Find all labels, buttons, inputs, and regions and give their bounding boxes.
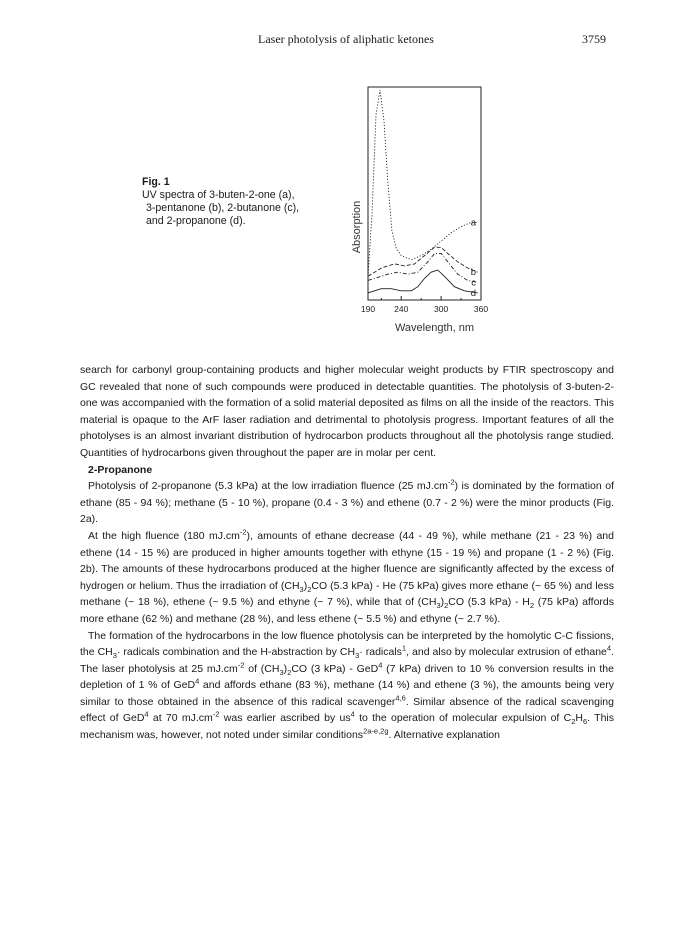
uv-spectra-chart — [330, 80, 500, 345]
series-line-c — [368, 254, 478, 283]
series-label-d: d — [470, 287, 476, 299]
caption-line-1: UV spectra of 3-buten-2-one (a), — [142, 189, 295, 201]
superscript: -2 — [237, 660, 245, 670]
series-line-b — [368, 247, 478, 279]
subscript: 3 — [279, 667, 284, 677]
series-line-a — [368, 90, 478, 279]
x-axis-label: Wavelength, nm — [394, 322, 475, 334]
superscript: 4 — [144, 709, 149, 719]
x-tick-label: 360 — [473, 304, 489, 314]
superscript: 4 — [195, 676, 200, 686]
body-text — [80, 362, 614, 744]
superscript: 4 — [606, 643, 612, 653]
plot-frame — [368, 87, 481, 300]
superscript: 4 — [350, 709, 355, 719]
paragraph-3: At the high fluence (180 $mJ.cm^{-2}$), amounts of ethane decrease (44 - 49 %), while methane (21 - 23 %) and ethene (14 - 15 %) are produced in higher amounts together with ethyne (15 - 19 %) and propane (1 - 2 %) (Fig. 2b). The amounts of these hydrocarbons produced at the higher fluence are significantly affected by the excess of hydrogen or helium. Thus the irradiation of $(CH_3)_2CO$ (5.3 kPa) - He (75 kPa) gives more ethane (~ 65 %) and less methane (~ 18 %), ethene (~ 9.5 %) and ethyne (~ 7 %), while that of $(CH_3)_2CO$ (5.3 $kPa) - H_2$ (75 kPa) affords more ethane (62 %) and methane (28 %), and less ethene (~ 5.5 %) and ethyne (~ 2.7 %). — [80, 527, 614, 625]
paragraph-4: The formation of the hydrocarbons in the low fluence photolysis can be interpreted by the homolytic C-C fissions, the $CH_3\cdot$ radicals combination and the H-abstraction by $CH_3\cdot$ radicals$^1$, and also by molecular extrusion of ethane$^4$. The laser photolysis at 25 $mJ.cm^{-2}$ of $(CH_3)_2CO$ (3 kPa) - GeD$^4$ (7 kPa) driven to 10 % conversion results in the depletion of 1 % of GeD$^4$ and affords ethane (83 %), methane (14 %) and ethene (3 %), the amounts being very similar to those obtained in the absence of this radical scavenger$^{4,6}$. Similar absence of the radical scavenging effect of GeD$^4$ at 70 $mJ.cm^{-2}$ was earlier ascribed by $us^4$ to the operation of molecular expulsion of $C_2H_6$. This mechanism was, however, not noted under similar conditions$^{2a-e,2g}$. Alternative explanation — [80, 629, 615, 742]
subscript: 2 — [444, 601, 449, 611]
y-axis-label: Absorption — [351, 200, 363, 254]
caption-line-3: and 2-propanone (d). — [146, 215, 246, 227]
caption-line-2: 3-pentanone (b), 2-butanone (c), — [146, 202, 300, 214]
paragraph-2: Photolysis of 2-propanone (5.3 kPa) at the low irradiation fluence (25 $mJ.cm^{-2}$) is dominated by the formation of ethane (85 - 94 %); methane (5 - 10 %), propane (0.4 - 3 %) and ethene (0.7 - 2 %) were the minor products (Fig. 2a). — [80, 477, 614, 526]
x-tick-label: 240 — [394, 304, 409, 314]
series-label-c: c — [471, 277, 476, 289]
figure-caption — [142, 176, 342, 228]
superscript: 1 — [401, 643, 407, 653]
subscript: 3 — [355, 651, 360, 661]
subscript: 2 — [571, 717, 576, 727]
paragraph-1: search for carbonyl group-containing products and higher molecular weight products by FTIR spectroscopy and GC revealed that none of such compounds were produced in detectable quantities. The photolysis of 3-buten-2-one was accompanied with the formation of a solid material deposited as films on all the inside of the reactors. This material is opaque to the ArF laser radiation and detrimental to photolysis progress. Important features of all the photolyses is an almost invariant distribution of hydrocarbon products throughout all the photolysis range studied. Quantities of hydrocarbons given throughout the paper are in molar per cent. — [80, 364, 614, 459]
superscript: 4,6 — [395, 693, 406, 703]
subscript: 6 — [582, 717, 588, 727]
subscript: 3 — [112, 651, 117, 661]
superscript: -2 — [447, 477, 455, 487]
section-heading-2-propanone: 2-Propanone — [88, 463, 153, 476]
superscript: -2 — [239, 527, 247, 537]
series-label-a: a — [470, 217, 476, 229]
series-label-b: b — [470, 267, 476, 279]
subscript: 2 — [287, 667, 292, 677]
superscript: -2 — [212, 709, 220, 719]
subscript: 2 — [307, 584, 312, 594]
running-title: Laser photolysis of aliphatic ketones — [258, 32, 434, 46]
superscript: 4 — [378, 660, 383, 670]
page-header — [0, 32, 692, 52]
page-number: 3759 — [582, 32, 606, 46]
series-line-d — [368, 270, 478, 293]
figure-label: Fig. 1 — [142, 176, 170, 188]
subscript: 2 — [529, 601, 535, 611]
subscript: 3 — [299, 584, 304, 594]
superscript: 2a-e,2g — [363, 726, 389, 736]
figure-1-uv-spectra — [330, 80, 500, 345]
subscript: 3 — [436, 601, 441, 611]
x-tick-label: 190 — [360, 304, 376, 314]
x-tick-label: 300 — [434, 304, 449, 314]
